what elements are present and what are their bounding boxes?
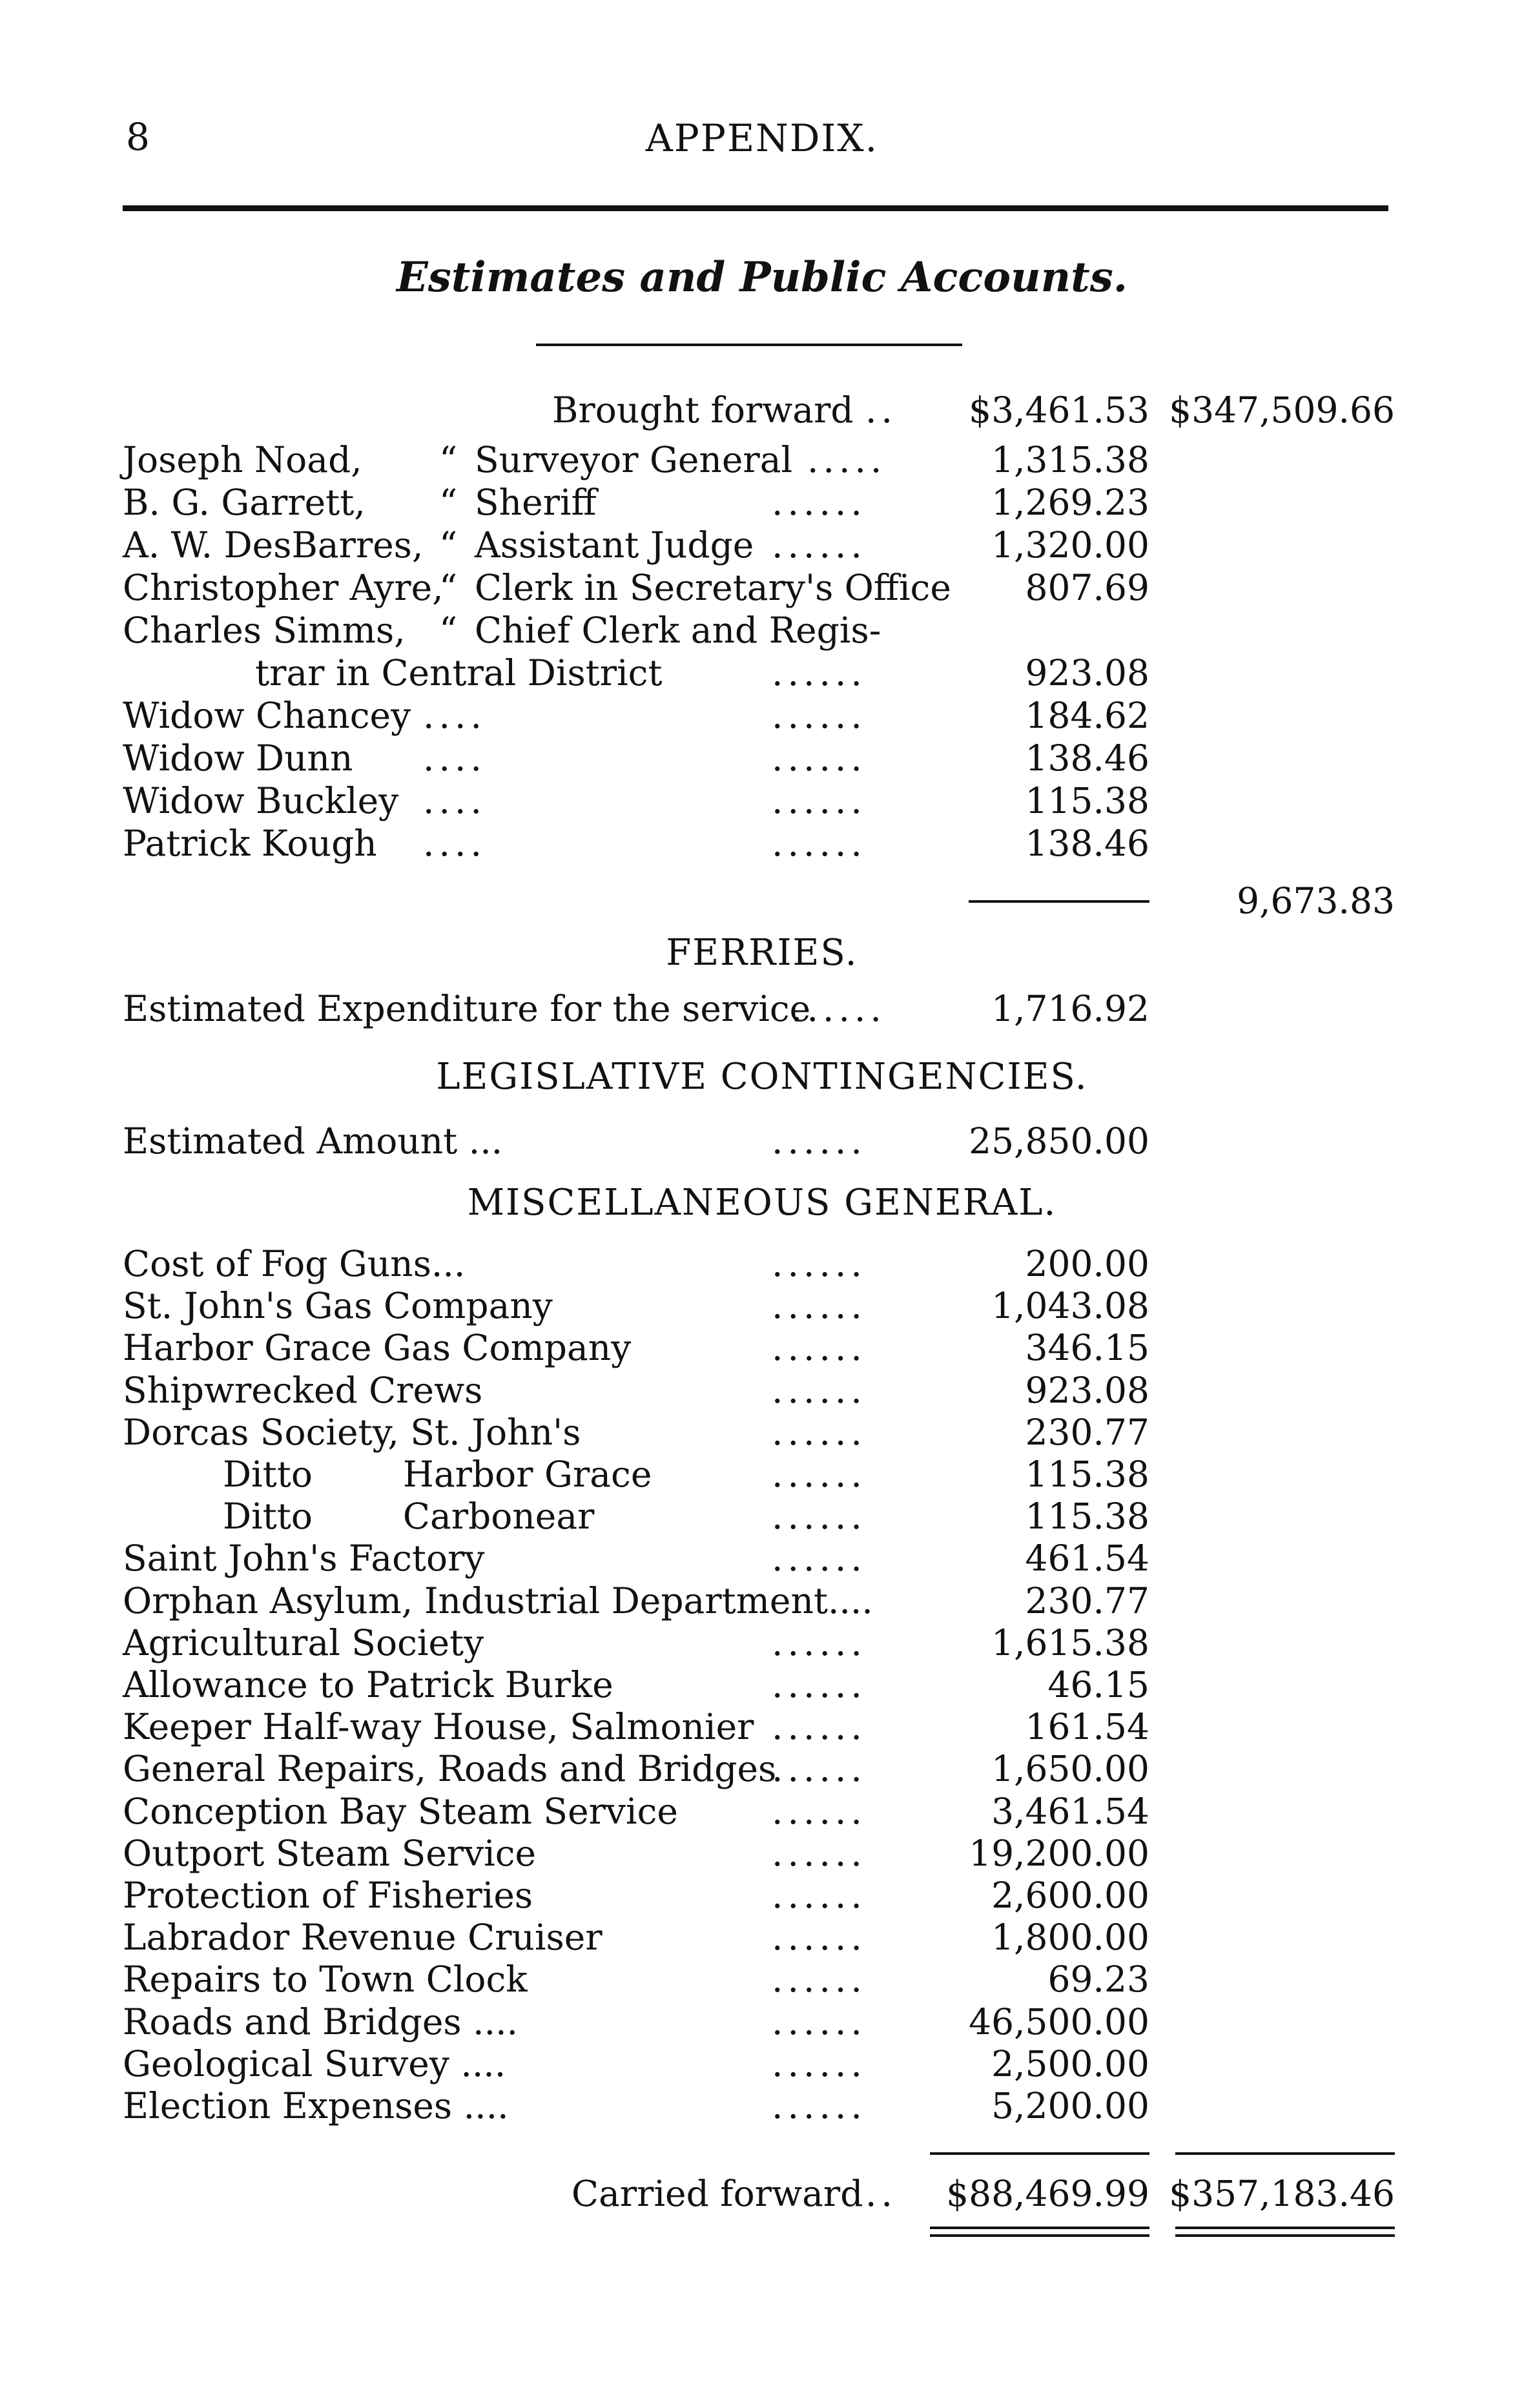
misc-item-label: Conception Bay Steam Service — [123, 1791, 678, 1832]
salary-name: Joseph Noad, — [123, 439, 362, 480]
salary-leader: ...... — [772, 737, 867, 779]
misc-item-amount: 115.38 — [1025, 1454, 1149, 1495]
legislative-heading: LEGISLATIVE CONTINGENCIES. — [436, 1056, 1088, 1098]
misc-item-label: Saint John's Factory — [123, 1538, 485, 1579]
salary-ditto-mark: “ — [439, 567, 458, 608]
salary-name: Widow Chancey — [123, 695, 411, 736]
misc-item-leader: ...... — [772, 1706, 867, 1747]
page-number: 8 — [126, 115, 150, 159]
salary-name: Patrick Kough — [123, 823, 377, 864]
header-rule — [123, 205, 1388, 211]
salary-amount: 138.46 — [1025, 823, 1149, 864]
salary-amount: 115.38 — [1025, 780, 1149, 821]
salary-leader: .... — [423, 823, 486, 864]
salary-ditto-mark: “ — [439, 524, 458, 566]
misc-item-amount: 923.08 — [1025, 1370, 1149, 1411]
misc-item-leader: ...... — [772, 1370, 867, 1411]
salary-amount: 138.46 — [1025, 737, 1149, 779]
misc-item-amount: 461.54 — [1025, 1538, 1149, 1579]
salary-amount: 807.69 — [1025, 567, 1149, 608]
salary-office: Clerk in Secretary's Office — [475, 567, 951, 608]
misc-item-amount: 1,650.00 — [991, 1748, 1149, 1789]
salary-name: Christopher Ayre, — [123, 567, 444, 608]
double-rule-col2-b — [1175, 2234, 1395, 2237]
legislative-amount: 25,850.00 — [969, 1120, 1149, 1162]
misc-item-leader: ...... — [772, 1875, 867, 1916]
salary-leader: ..... — [807, 439, 887, 480]
running-head: APPENDIX. — [645, 116, 879, 160]
misc-item-label: Ditto Carbonear — [223, 1496, 595, 1537]
misc-item-leader: ...... — [772, 1917, 867, 1958]
misc-item-label: Repairs to Town Clock — [123, 1959, 528, 2000]
salary-office: Chief Clerk and Regis- — [475, 610, 881, 651]
salary-name: Charles Simms, — [123, 610, 406, 651]
salary-amount: 1,320.00 — [991, 524, 1149, 566]
misc-item-label: Labrador Revenue Cruiser — [123, 1917, 602, 1958]
misc-item-label: Cost of Fog Guns... — [123, 1243, 466, 1284]
salary-leader: ...... — [772, 652, 867, 694]
salary-leader: .... — [423, 737, 486, 779]
double-rule-col2-a — [1175, 2227, 1395, 2229]
legislative-label: Estimated Amount ... — [123, 1120, 503, 1162]
misc-item-label: St. John's Gas Company — [123, 1285, 553, 1326]
salary-leader: ...... — [772, 524, 867, 566]
misc-item-amount: 3,461.54 — [991, 1791, 1149, 1832]
salary-ditto-mark: “ — [439, 482, 458, 523]
carried-forward-col1: $88,469.99 — [946, 2173, 1149, 2214]
misc-item-amount: 1,043.08 — [991, 1285, 1149, 1326]
misc-item-leader: ...... — [772, 1454, 867, 1495]
ferries-label: Estimated Expenditure for the service — [123, 988, 811, 1029]
misc-item-amount: 230.77 — [1025, 1580, 1149, 1621]
brought-forward-col2: $347,509.66 — [1169, 389, 1395, 431]
title-rule — [536, 344, 962, 346]
salary-name: B. G. Garrett, — [123, 482, 366, 523]
misc-item-label: Keeper Half-way House, Salmonier — [123, 1706, 754, 1747]
misc-item-leader: ...... — [772, 1959, 867, 2000]
misc-item-amount: 1,800.00 — [991, 1917, 1149, 1958]
misc-item-leader: ...... — [772, 1622, 867, 1663]
carried-forward-col2: $357,183.46 — [1169, 2173, 1395, 2214]
misc-item-label: Allowance to Patrick Burke — [123, 1664, 613, 1705]
salary-leader: .... — [423, 695, 486, 736]
brought-forward-leader: .. — [865, 389, 897, 431]
brought-forward-col1: $3,461.53 — [969, 389, 1149, 431]
misc-item-leader: ...... — [772, 1243, 867, 1284]
salary-office: Assistant Judge — [475, 524, 754, 566]
misc-item-amount: 346.15 — [1025, 1327, 1149, 1368]
misc-item-leader: ...... — [772, 1664, 867, 1705]
misc-item-label: Shipwrecked Crews — [123, 1370, 483, 1411]
double-rule-col1-b — [930, 2234, 1149, 2237]
salaries-total: 9,673.83 — [1237, 880, 1395, 921]
misc-item-label: Outport Steam Service — [123, 1833, 537, 1874]
misc-item-amount: 115.38 — [1025, 1496, 1149, 1537]
salary-amount: 1,315.38 — [991, 439, 1149, 480]
salary-office: Surveyor General — [475, 439, 793, 480]
misc-item-leader: ...... — [772, 1748, 867, 1789]
salary-name: Widow Dunn — [123, 737, 353, 779]
salary-leader: .... — [423, 780, 486, 821]
salaries-subtotal-rule — [969, 900, 1149, 903]
ferries-heading: FERRIES. — [666, 932, 858, 974]
misc-item-leader: ...... — [772, 2001, 867, 2043]
misc-item-amount: 19,200.00 — [969, 1833, 1149, 1874]
ferries-amount: 1,716.92 — [991, 988, 1149, 1029]
misc-item-leader: ...... — [772, 1538, 867, 1579]
salary-office: trar in Central District — [255, 652, 663, 694]
brought-forward-label: Brought forward — [552, 389, 854, 431]
misc-item-leader: ...... — [772, 1327, 867, 1368]
misc-item-amount: 69.23 — [1047, 1959, 1149, 2000]
carried-forward-label: Carried forward — [572, 2173, 863, 2214]
misc-item-amount: 230.77 — [1025, 1412, 1149, 1453]
misc-item-leader: ...... — [772, 2043, 867, 2084]
misc-item-label: Protection of Fisheries — [123, 1875, 533, 1916]
misc-item-label: Agricultural Society — [123, 1622, 484, 1663]
misc-item-label: Roads and Bridges .... — [123, 2001, 519, 2043]
misc-item-amount: 2,600.00 — [991, 1875, 1149, 1916]
salary-leader: ...... — [772, 482, 867, 523]
page-title: Estimates and Public Accounts. — [396, 253, 1128, 302]
misc-item-leader: ...... — [772, 1833, 867, 1874]
misc-item-amount: 46.15 — [1047, 1664, 1149, 1705]
ferries-leader: ...... — [791, 988, 886, 1029]
misc-item-label: Election Expenses .... — [123, 2085, 509, 2126]
salary-name: Widow Buckley — [123, 780, 399, 821]
misc-item-amount: 161.54 — [1025, 1706, 1149, 1747]
salary-amount: 1,269.23 — [991, 482, 1149, 523]
salary-leader: ...... — [772, 780, 867, 821]
salary-ditto-mark: “ — [439, 439, 458, 480]
misc-item-label: Geological Survey .... — [123, 2043, 506, 2084]
misc-item-amount: 2,500.00 — [991, 2043, 1149, 2084]
salary-amount: 923.08 — [1025, 652, 1149, 694]
misc-item-amount: 200.00 — [1025, 1243, 1149, 1284]
double-rule-col1-a — [930, 2227, 1149, 2229]
carried-forward-leader: .. — [865, 2173, 897, 2214]
misc-item-leader: ...... — [772, 1496, 867, 1537]
misc-item-label: Orphan Asylum, Industrial Department.... — [123, 1580, 873, 1621]
salary-ditto-mark: “ — [439, 610, 458, 651]
misc-item-label: Dorcas Society, St. John's — [123, 1412, 581, 1453]
misc-item-amount: 1,615.38 — [991, 1622, 1149, 1663]
salary-name: A. W. DesBarres, — [123, 524, 424, 566]
misc-item-amount: 46,500.00 — [969, 2001, 1149, 2043]
carried-rule-col1 — [930, 2152, 1149, 2155]
misc-item-label: Harbor Grace Gas Company — [123, 1327, 632, 1368]
misc-item-leader: ...... — [772, 1412, 867, 1453]
misc-item-label: Ditto Harbor Grace — [223, 1454, 652, 1495]
misc-item-leader: ...... — [772, 1285, 867, 1326]
misc-item-amount: 5,200.00 — [991, 2085, 1149, 2126]
carried-rule-col2 — [1175, 2152, 1395, 2155]
salary-office: Sheriff — [475, 482, 597, 523]
misc-item-label: General Repairs, Roads and Bridges — [123, 1748, 777, 1789]
legislative-leader: ...... — [772, 1120, 867, 1162]
misc-heading: MISCELLANEOUS GENERAL. — [467, 1182, 1057, 1224]
salary-leader: ...... — [772, 823, 867, 864]
misc-item-leader: ...... — [772, 2085, 867, 2126]
misc-item-leader: ...... — [772, 1791, 867, 1832]
salary-leader: ...... — [772, 695, 867, 736]
salary-amount: 184.62 — [1025, 695, 1149, 736]
